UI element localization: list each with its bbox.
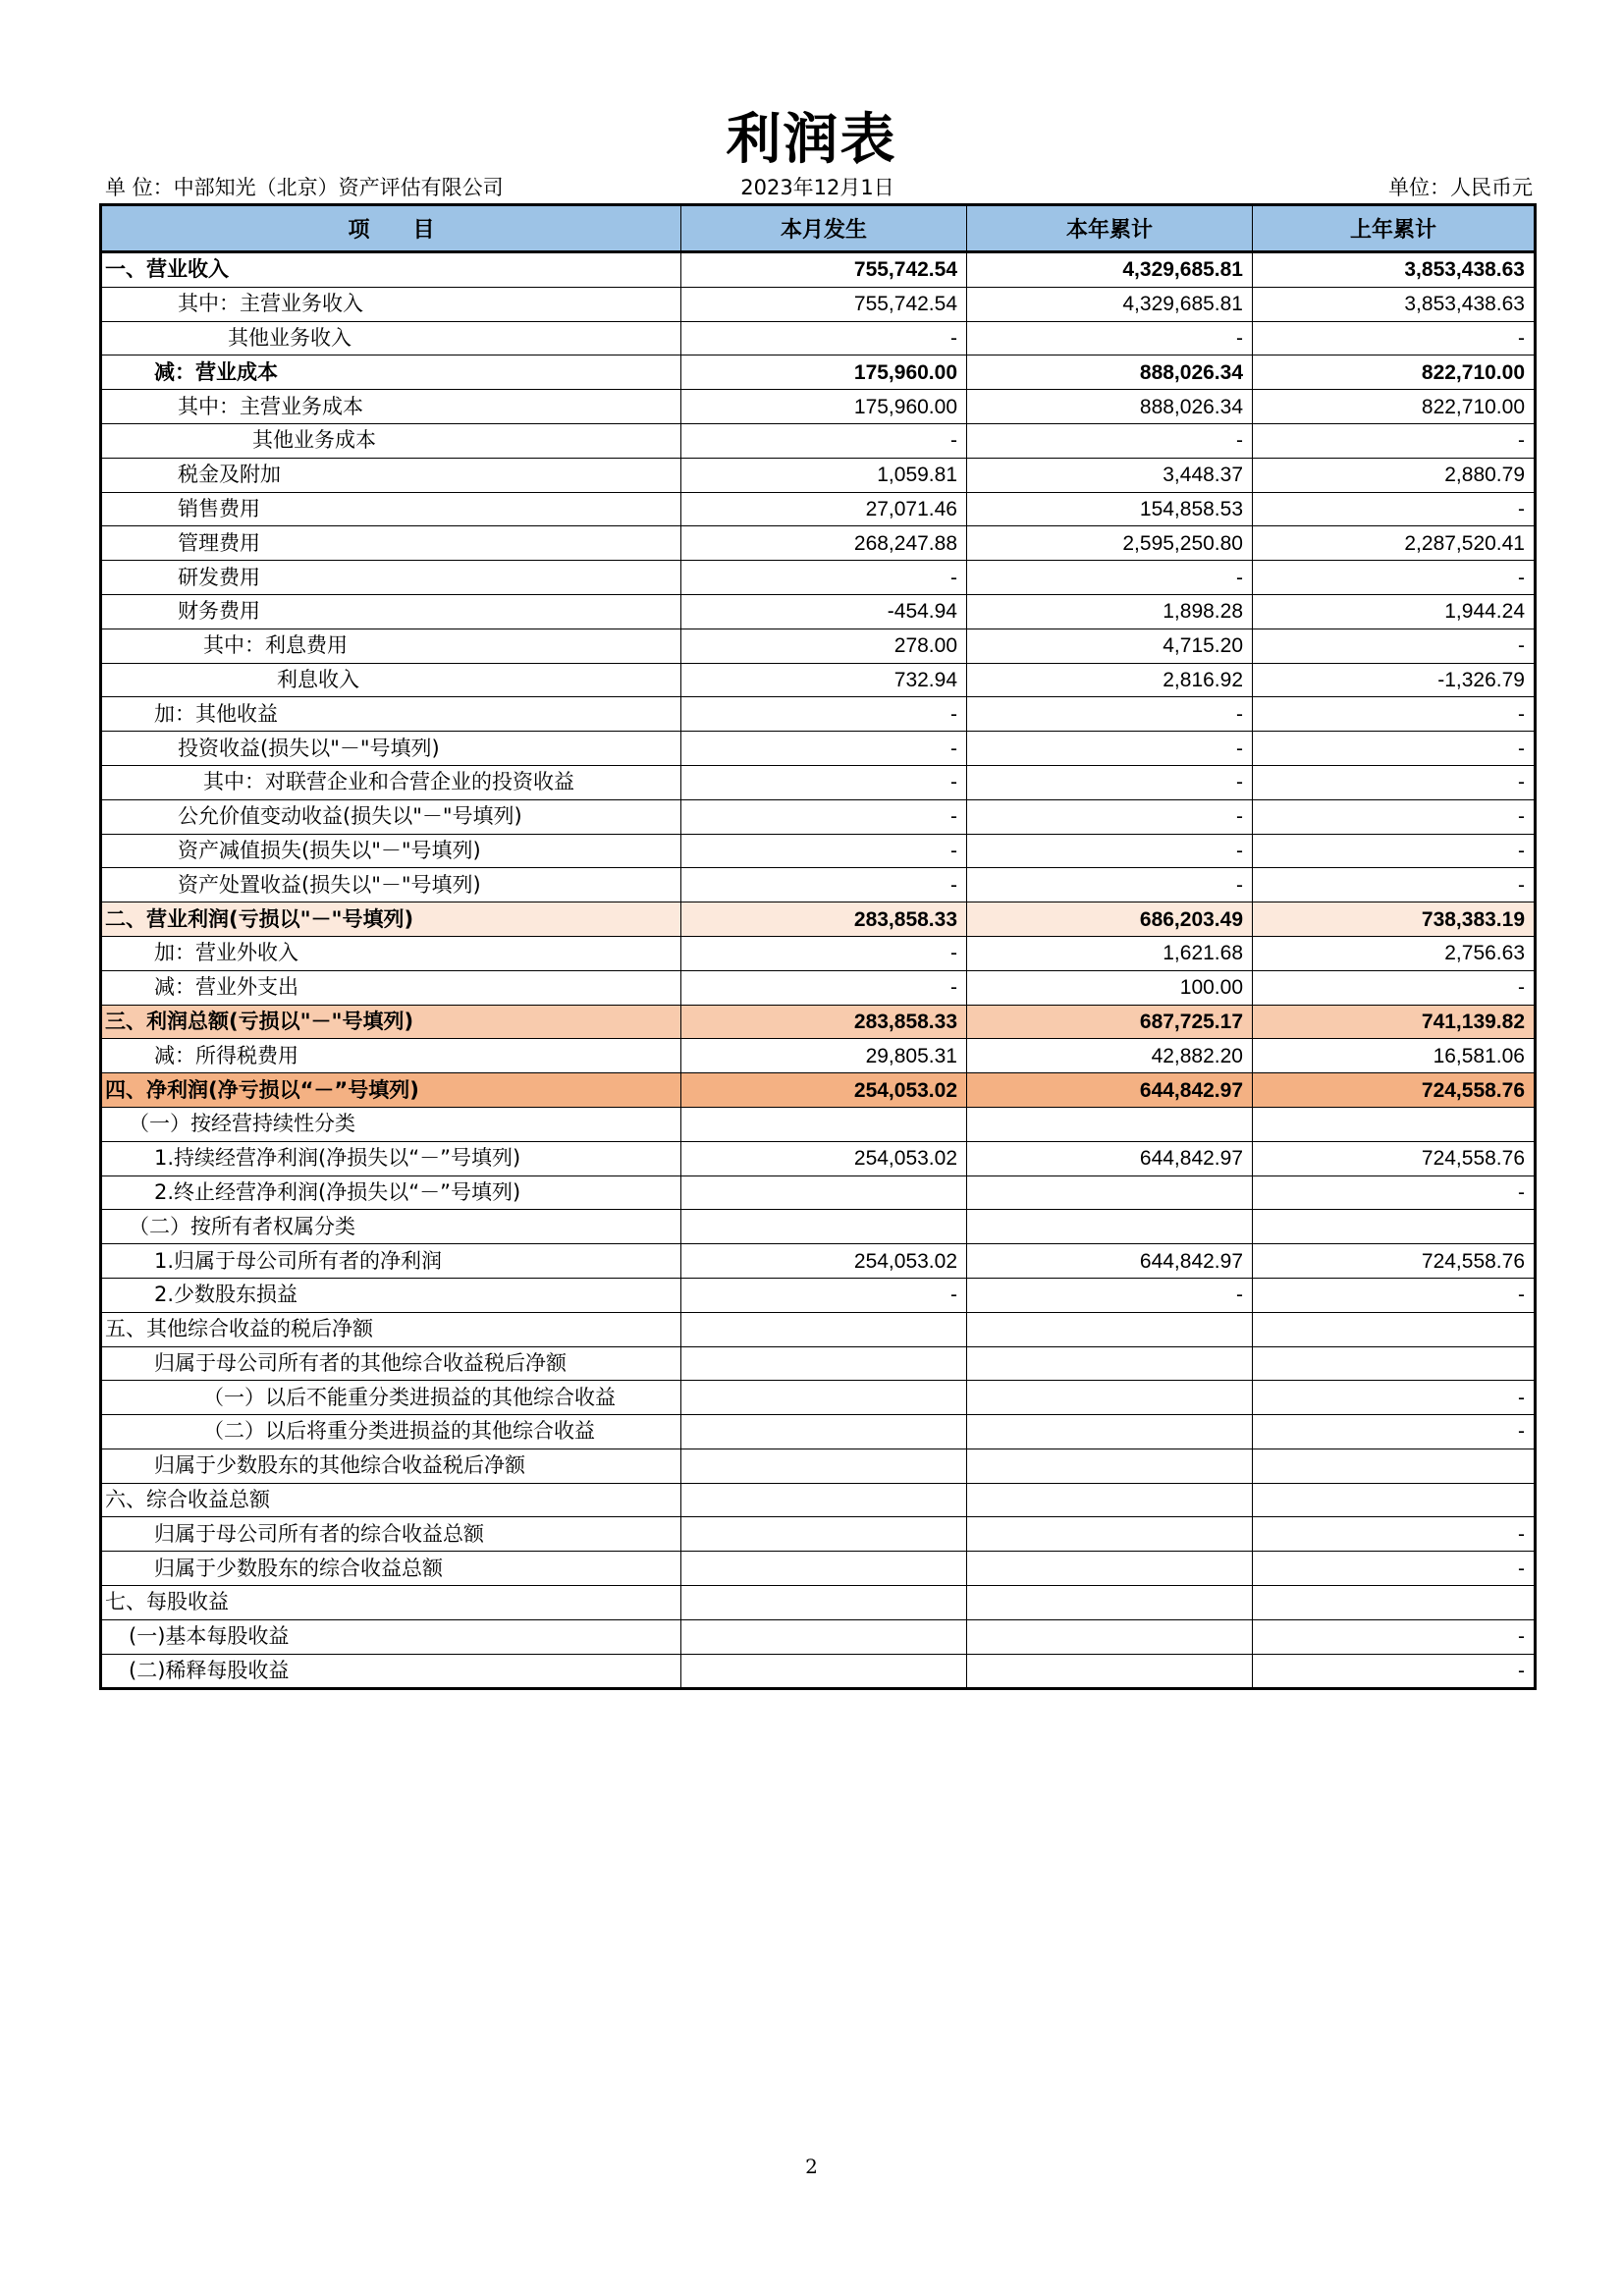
cell-year-to-date: 1,621.68 <box>967 936 1253 970</box>
cell-current-month: 175,960.00 <box>681 355 967 390</box>
cell-current-month: 268,247.88 <box>681 526 967 561</box>
table-row <box>101 1483 1536 1517</box>
cell-year-to-date: 644,842.97 <box>967 1244 1253 1279</box>
cell-current-month: - <box>681 970 967 1005</box>
cell-prior-year <box>1253 1107 1536 1141</box>
cell-prior-year: - <box>1253 1175 1536 1210</box>
table-header-row <box>101 205 1536 252</box>
currency-unit: 单位：人民币元 <box>1388 176 1533 199</box>
cell-current-month: 175,960.00 <box>681 390 967 424</box>
row-label: 六、综合收益总额 <box>101 1483 681 1517</box>
cell-prior-year: 3,853,438.63 <box>1253 252 1536 288</box>
table-row <box>101 1107 1536 1141</box>
cell-year-to-date <box>967 1619 1253 1654</box>
cell-prior-year: - <box>1253 834 1536 868</box>
row-label: 减：营业成本 <box>101 355 681 390</box>
column-header-current-month: 本月发生 <box>681 205 967 252</box>
table-row <box>101 902 1536 937</box>
cell-prior-year: - <box>1253 1415 1536 1449</box>
row-label: 加：营业外收入 <box>101 936 681 970</box>
row-label: 三、利润总额(亏损以"－"号填列) <box>101 1005 681 1039</box>
cell-prior-year: 822,710.00 <box>1253 355 1536 390</box>
cell-current-month: 278.00 <box>681 629 967 663</box>
row-label: （二）按所有者权属分类 <box>101 1210 681 1244</box>
cell-prior-year: 822,710.00 <box>1253 390 1536 424</box>
table-row <box>101 287 1536 321</box>
cell-prior-year: 738,383.19 <box>1253 902 1536 937</box>
row-label: 其中：主营业务成本 <box>101 390 681 424</box>
row-label: （二）以后将重分类进损益的其他综合收益 <box>101 1415 681 1449</box>
row-label: 2.终止经营净利润(净损失以“－”号填列) <box>101 1175 681 1210</box>
row-label: 其中：对联营企业和合营企业的投资收益 <box>101 765 681 799</box>
cell-year-to-date <box>967 1381 1253 1415</box>
cell-prior-year: - <box>1253 423 1536 458</box>
cell-prior-year: - <box>1253 799 1536 834</box>
table-row <box>101 1517 1536 1552</box>
cell-current-month: - <box>681 799 967 834</box>
table-row <box>101 1586 1536 1620</box>
cell-year-to-date: 42,882.20 <box>967 1039 1253 1073</box>
cell-prior-year: -1,326.79 <box>1253 663 1536 697</box>
row-label: 七、每股收益 <box>101 1586 681 1620</box>
cell-current-month: 1,059.81 <box>681 458 967 492</box>
column-header-item: 项 目 <box>101 205 681 252</box>
row-label: 其他业务成本 <box>101 423 681 458</box>
cell-current-month: - <box>681 868 967 902</box>
row-label: 归属于少数股东的其他综合收益税后净额 <box>101 1449 681 1483</box>
row-label: 其他业务收入 <box>101 321 681 355</box>
table-row <box>101 1073 1536 1108</box>
table-row <box>101 629 1536 663</box>
cell-prior-year: - <box>1253 970 1536 1005</box>
cell-current-month <box>681 1346 967 1381</box>
cell-prior-year: 724,558.76 <box>1253 1073 1536 1108</box>
row-label: 资产减值损失(损失以"－"号填列) <box>101 834 681 868</box>
cell-prior-year <box>1253 1483 1536 1517</box>
table-row <box>101 1141 1536 1175</box>
cell-current-month: 732.94 <box>681 663 967 697</box>
row-label: 其中：主营业务收入 <box>101 287 681 321</box>
table-row <box>101 561 1536 595</box>
cell-current-month <box>681 1552 967 1586</box>
cell-prior-year: - <box>1253 1517 1536 1552</box>
cell-prior-year <box>1253 1346 1536 1381</box>
cell-year-to-date: - <box>967 732 1253 766</box>
cell-prior-year: - <box>1253 492 1536 526</box>
table-row <box>101 423 1536 458</box>
table-row <box>101 390 1536 424</box>
cell-current-month: 254,053.02 <box>681 1141 967 1175</box>
row-label: 税金及附加 <box>101 458 681 492</box>
cell-year-to-date <box>967 1586 1253 1620</box>
company-unit: 单 位：中部知光（北京）资产评估有限公司 <box>105 176 504 199</box>
page-title: 利润表 <box>726 108 897 172</box>
table-row <box>101 1312 1536 1346</box>
cell-year-to-date: - <box>967 834 1253 868</box>
table-row <box>101 1210 1536 1244</box>
row-label: 投资收益(损失以"－"号填列) <box>101 732 681 766</box>
row-label: 销售费用 <box>101 492 681 526</box>
cell-year-to-date: - <box>967 765 1253 799</box>
row-label: 归属于少数股东的综合收益总额 <box>101 1552 681 1586</box>
row-label: 一、营业收入 <box>101 252 681 288</box>
cell-year-to-date: 1,898.28 <box>967 594 1253 629</box>
cell-year-to-date: - <box>967 799 1253 834</box>
table-row <box>101 936 1536 970</box>
table-row <box>101 1415 1536 1449</box>
cell-current-month <box>681 1483 967 1517</box>
report-date: 2023年12月1日 <box>740 176 894 199</box>
cell-year-to-date: 2,816.92 <box>967 663 1253 697</box>
cell-current-month <box>681 1381 967 1415</box>
cell-prior-year: - <box>1253 321 1536 355</box>
cell-current-month: - <box>681 561 967 595</box>
cell-current-month: - <box>681 423 967 458</box>
table-row <box>101 594 1536 629</box>
table-row <box>101 1175 1536 1210</box>
cell-year-to-date: 644,842.97 <box>967 1141 1253 1175</box>
income-statement-table <box>99 203 1537 1690</box>
table-row <box>101 1278 1536 1312</box>
cell-prior-year <box>1253 1586 1536 1620</box>
row-label: （一）以后不能重分类进损益的其他综合收益 <box>101 1381 681 1415</box>
cell-year-to-date <box>967 1107 1253 1141</box>
row-label: 四、净利润(净亏损以“－”号填列) <box>101 1073 681 1108</box>
row-label: 利息收入 <box>101 663 681 697</box>
cell-prior-year: - <box>1253 697 1536 732</box>
row-label: 管理费用 <box>101 526 681 561</box>
cell-year-to-date: 888,026.34 <box>967 355 1253 390</box>
cell-year-to-date: - <box>967 697 1253 732</box>
table-row <box>101 1346 1536 1381</box>
cell-current-month: 283,858.33 <box>681 902 967 937</box>
cell-current-month: - <box>681 834 967 868</box>
cell-current-month <box>681 1619 967 1654</box>
column-header-year-to-date: 本年累计 <box>967 205 1253 252</box>
row-label: 公允价值变动收益(损失以"－"号填列) <box>101 799 681 834</box>
table-row <box>101 1552 1536 1586</box>
row-label: 1.持续经营净利润(净损失以“－”号填列) <box>101 1141 681 1175</box>
cell-current-month <box>681 1210 967 1244</box>
table-row <box>101 1381 1536 1415</box>
row-label: 减：所得税费用 <box>101 1039 681 1073</box>
cell-year-to-date: 644,842.97 <box>967 1073 1253 1108</box>
cell-year-to-date: - <box>967 321 1253 355</box>
cell-year-to-date: 888,026.34 <box>967 390 1253 424</box>
cell-current-month <box>681 1654 967 1689</box>
row-label: (二)稀释每股收益 <box>101 1654 681 1689</box>
cell-year-to-date <box>967 1175 1253 1210</box>
cell-prior-year: - <box>1253 629 1536 663</box>
cell-year-to-date: 100.00 <box>967 970 1253 1005</box>
cell-year-to-date <box>967 1654 1253 1689</box>
table-row <box>101 765 1536 799</box>
cell-year-to-date: 3,448.37 <box>967 458 1253 492</box>
cell-current-month: 755,742.54 <box>681 287 967 321</box>
cell-year-to-date <box>967 1312 1253 1346</box>
cell-prior-year: 2,756.63 <box>1253 936 1536 970</box>
row-label: （一）按经营持续性分类 <box>101 1107 681 1141</box>
cell-year-to-date <box>967 1346 1253 1381</box>
cell-prior-year: - <box>1253 765 1536 799</box>
cell-prior-year: - <box>1253 561 1536 595</box>
table-row <box>101 492 1536 526</box>
cell-current-month <box>681 1415 967 1449</box>
cell-prior-year: 16,581.06 <box>1253 1039 1536 1073</box>
cell-prior-year: 1,944.24 <box>1253 594 1536 629</box>
table-row <box>101 1244 1536 1279</box>
cell-current-month: - <box>681 732 967 766</box>
cell-prior-year <box>1253 1449 1536 1483</box>
cell-current-month: 755,742.54 <box>681 252 967 288</box>
cell-year-to-date: - <box>967 868 1253 902</box>
cell-current-month: -454.94 <box>681 594 967 629</box>
cell-prior-year: - <box>1253 1278 1536 1312</box>
cell-year-to-date: 4,329,685.81 <box>967 252 1253 288</box>
table-row <box>101 458 1536 492</box>
cell-prior-year: - <box>1253 1619 1536 1654</box>
cell-prior-year: - <box>1253 1654 1536 1689</box>
table-row <box>101 1039 1536 1073</box>
cell-current-month: - <box>681 765 967 799</box>
row-label: 二、营业利润(亏损以"－"号填列) <box>101 902 681 937</box>
row-label: 减：营业外支出 <box>101 970 681 1005</box>
cell-year-to-date: 4,715.20 <box>967 629 1253 663</box>
cell-current-month: - <box>681 936 967 970</box>
cell-year-to-date <box>967 1483 1253 1517</box>
table-row <box>101 252 1536 288</box>
cell-current-month <box>681 1312 967 1346</box>
row-label: 资产处置收益(损失以"－"号填列) <box>101 868 681 902</box>
cell-prior-year: 2,287,520.41 <box>1253 526 1536 561</box>
cell-current-month: 254,053.02 <box>681 1244 967 1279</box>
cell-current-month: 254,053.02 <box>681 1073 967 1108</box>
table-row <box>101 868 1536 902</box>
cell-current-month <box>681 1449 967 1483</box>
cell-year-to-date <box>967 1415 1253 1449</box>
table-row <box>101 1619 1536 1654</box>
cell-prior-year <box>1253 1210 1536 1244</box>
row-label: 2.少数股东损益 <box>101 1278 681 1312</box>
cell-prior-year: 2,880.79 <box>1253 458 1536 492</box>
cell-prior-year <box>1253 1312 1536 1346</box>
table-row <box>101 1005 1536 1039</box>
table-row <box>101 697 1536 732</box>
cell-year-to-date: - <box>967 561 1253 595</box>
cell-year-to-date: 686,203.49 <box>967 902 1253 937</box>
cell-current-month <box>681 1175 967 1210</box>
cell-year-to-date <box>967 1552 1253 1586</box>
cell-prior-year: - <box>1253 732 1536 766</box>
cell-current-month <box>681 1107 967 1141</box>
table-row <box>101 526 1536 561</box>
table-row <box>101 970 1536 1005</box>
row-label: 归属于母公司所有者的综合收益总额 <box>101 1517 681 1552</box>
table-row <box>101 355 1536 390</box>
column-header-prior-year: 上年累计 <box>1253 205 1536 252</box>
row-label: 1.归属于母公司所有者的净利润 <box>101 1244 681 1279</box>
cell-prior-year: 724,558.76 <box>1253 1141 1536 1175</box>
cell-current-month <box>681 1586 967 1620</box>
table-row <box>101 321 1536 355</box>
table-row <box>101 799 1536 834</box>
cell-prior-year: - <box>1253 868 1536 902</box>
cell-prior-year: 741,139.82 <box>1253 1005 1536 1039</box>
row-label: (一)基本每股收益 <box>101 1619 681 1654</box>
cell-current-month <box>681 1517 967 1552</box>
cell-year-to-date: 4,329,685.81 <box>967 287 1253 321</box>
table-row <box>101 1449 1536 1483</box>
cell-prior-year: - <box>1253 1381 1536 1415</box>
cell-year-to-date <box>967 1449 1253 1483</box>
row-label: 五、其他综合收益的税后净额 <box>101 1312 681 1346</box>
cell-current-month: 27,071.46 <box>681 492 967 526</box>
row-label: 加：其他收益 <box>101 697 681 732</box>
table-body <box>101 252 1536 1689</box>
cell-current-month: - <box>681 697 967 732</box>
cell-year-to-date <box>967 1517 1253 1552</box>
cell-prior-year: 724,558.76 <box>1253 1244 1536 1279</box>
page-number: 2 <box>805 2155 818 2178</box>
row-label: 研发费用 <box>101 561 681 595</box>
cell-year-to-date: - <box>967 423 1253 458</box>
cell-year-to-date: - <box>967 1278 1253 1312</box>
row-label: 财务费用 <box>101 594 681 629</box>
row-label: 归属于母公司所有者的其他综合收益税后净额 <box>101 1346 681 1381</box>
cell-prior-year: 3,853,438.63 <box>1253 287 1536 321</box>
cell-year-to-date: 154,858.53 <box>967 492 1253 526</box>
cell-prior-year: - <box>1253 1552 1536 1586</box>
table-row <box>101 1654 1536 1689</box>
row-label: 其中：利息费用 <box>101 629 681 663</box>
table-row <box>101 732 1536 766</box>
cell-year-to-date: 2,595,250.80 <box>967 526 1253 561</box>
table-row <box>101 834 1536 868</box>
cell-year-to-date <box>967 1210 1253 1244</box>
cell-current-month: 29,805.31 <box>681 1039 967 1073</box>
table-row <box>101 663 1536 697</box>
cell-year-to-date: 687,725.17 <box>967 1005 1253 1039</box>
cell-current-month: - <box>681 1278 967 1312</box>
cell-current-month: - <box>681 321 967 355</box>
cell-current-month: 283,858.33 <box>681 1005 967 1039</box>
